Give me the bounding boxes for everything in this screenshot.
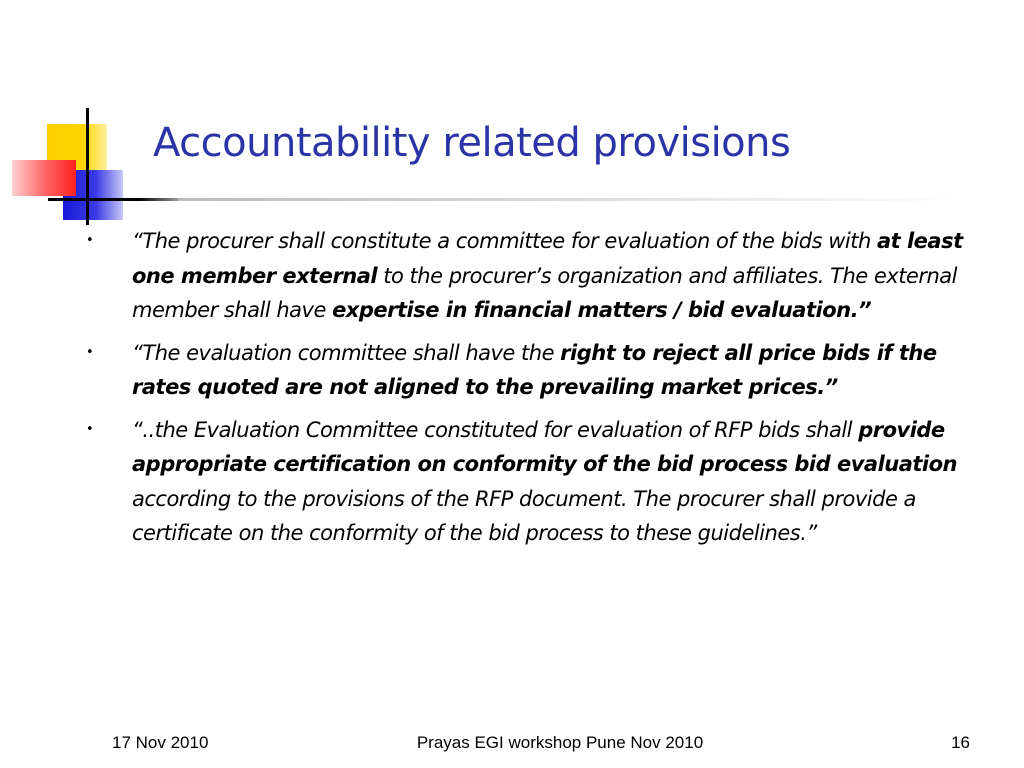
red-square-decoration bbox=[12, 160, 76, 196]
bullet-item bbox=[86, 224, 986, 328]
bullet-dot-icon: • bbox=[86, 233, 94, 248]
bullet-text: to the procurer’s organization and affiliates. The external member shall have bbox=[132, 263, 957, 322]
footer-date: 17 Nov 2010 bbox=[112, 733, 209, 752]
bullet-emphasis: right to reject all price bids if the rates quoted are not aligned to the prevailing market prices.” bbox=[132, 340, 937, 399]
footer-title: Prayas EGI workshop Pune Nov 2010 bbox=[416, 733, 704, 752]
bullet-emphasis: at least one member external bbox=[132, 229, 963, 288]
bullet-dot-icon: • bbox=[86, 421, 94, 437]
bullet-list bbox=[86, 224, 986, 559]
bullet-emphasis: provide appropriate certification on conformity of the bid process bid evaluation bbox=[132, 417, 958, 476]
bullet-text: according to the provisions of the RFP document. The procurer shall provide a certificate on the conformity of the bid process to these guidelines.” bbox=[132, 486, 916, 545]
bullet-item bbox=[86, 413, 986, 551]
bullet-text: “The evaluation committee shall have the bbox=[132, 340, 561, 365]
page-number: 16 bbox=[951, 733, 970, 752]
bullet-dot-icon: • bbox=[86, 344, 94, 360]
title-underline-rule bbox=[120, 198, 970, 201]
bullet-text: “..the Evaluation Committee constituted for evaluation of RFP bids shall bbox=[132, 417, 859, 442]
logo-horizontal-line bbox=[48, 198, 178, 201]
logo-vertical-line bbox=[86, 108, 89, 225]
bullet-item bbox=[86, 336, 986, 405]
slide-title: Accountability related provisions bbox=[153, 120, 791, 166]
bullet-text: “The procurer shall constitute a committee for evaluation of the bids with bbox=[132, 229, 877, 253]
bullet-emphasis: expertise in financial matters / bid evaluation.” bbox=[332, 298, 872, 322]
